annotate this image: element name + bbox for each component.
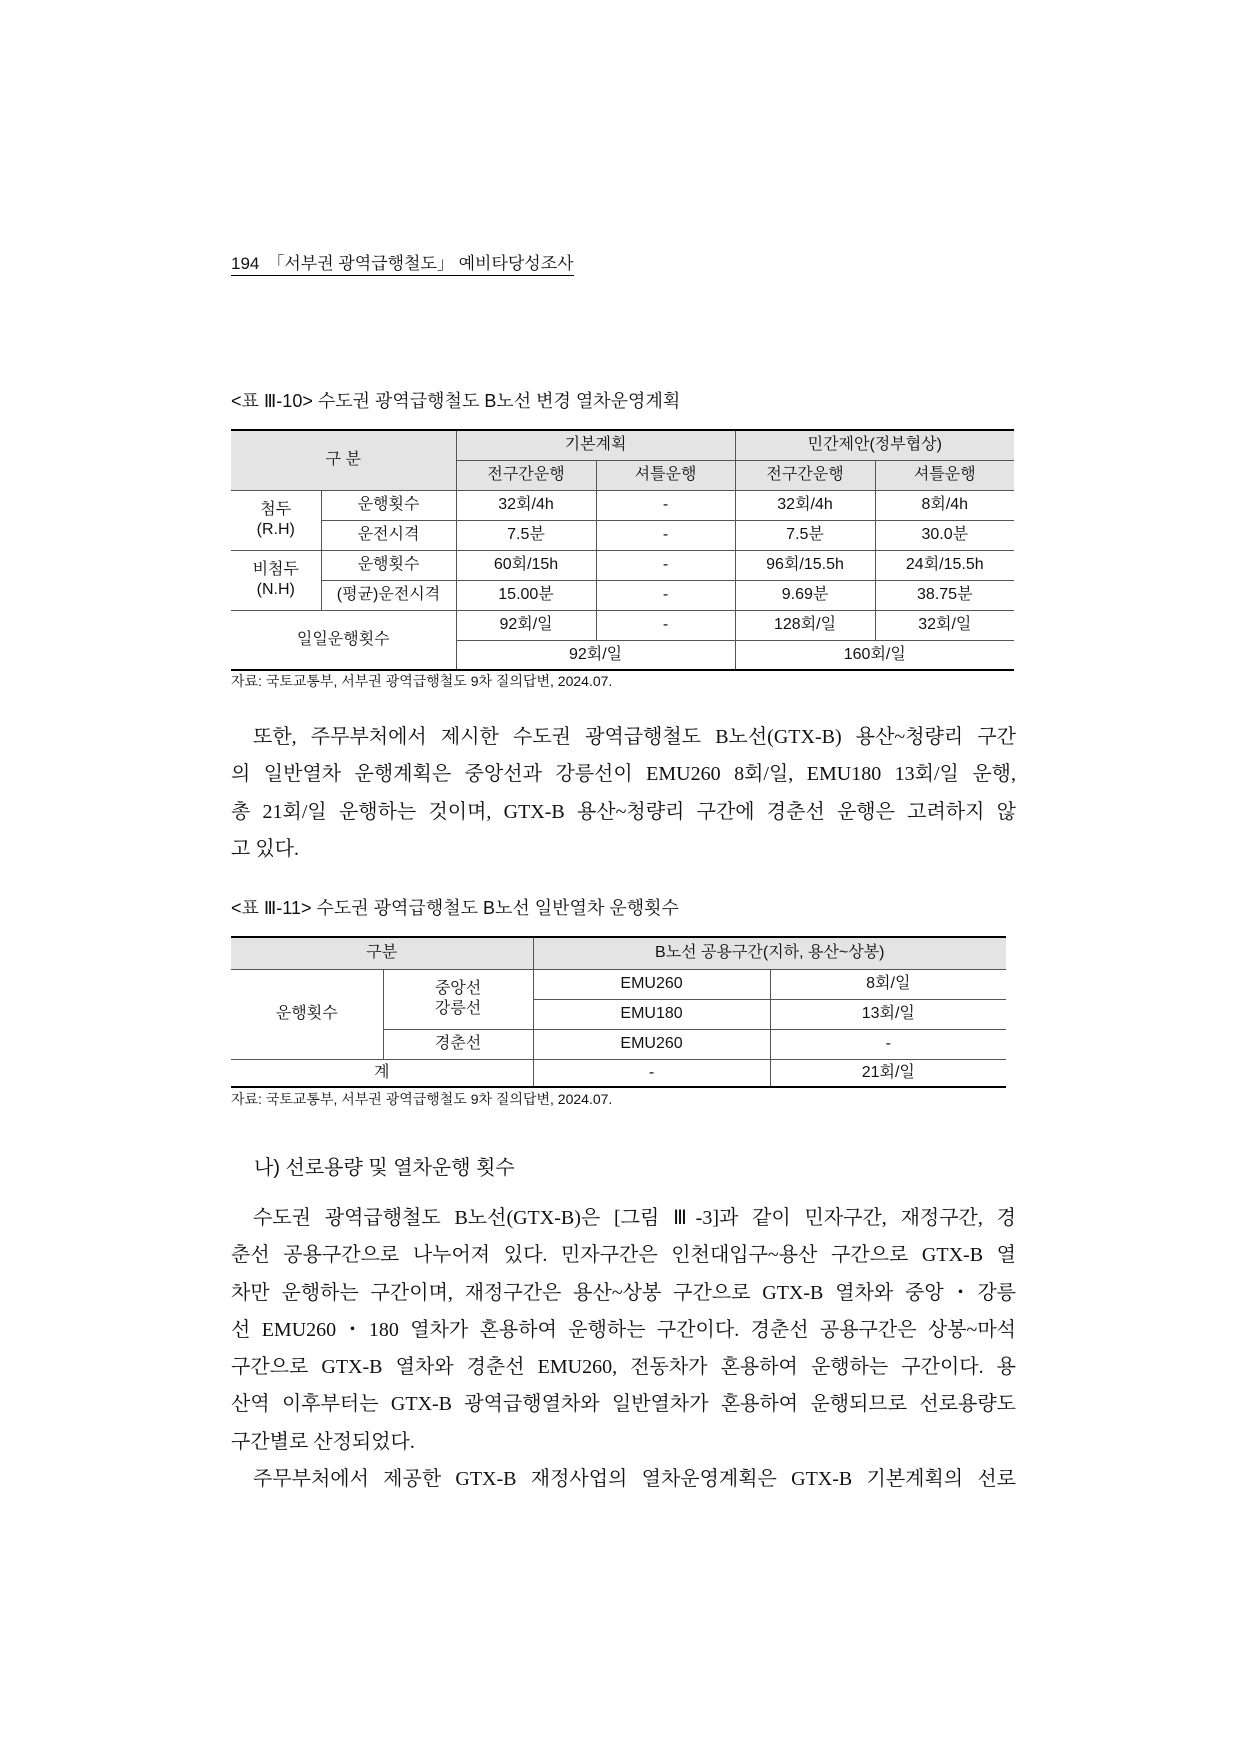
line-name: 강릉선 <box>434 1000 482 1017</box>
subheader-cell: 전구간운행 <box>456 460 596 490</box>
paragraph <box>231 719 1016 868</box>
table-cell: 7.5분 <box>735 520 875 550</box>
table-cell: - <box>596 490 735 520</box>
table2-source: 자료: 국토교통부, 서부권 광역급행철도 9차 질의답변, 2024.07. <box>231 1091 613 1107</box>
peak-label-abbr: (R.H) <box>256 521 295 538</box>
shared-section-header: B노선 공용구간(지하, 용산~상봉) <box>533 937 1006 969</box>
trip-count: 13회/일 <box>770 999 1006 1029</box>
subheader-cell: 셔틀운행 <box>596 460 735 490</box>
table-cell: 8회/4h <box>875 490 1014 520</box>
off-peak-label-abbr: (N.H) <box>256 581 295 598</box>
text-line: 총 21회/일 운행하는 것이며, GTX-B 용산~청량리 구간에 경춘선 운행은 고려하지 않 <box>231 800 1016 823</box>
trip-count: - <box>770 1029 1006 1059</box>
table-cell: - <box>596 520 735 550</box>
table2-caption: <표 Ⅲ-11> 수도권 광역급행철도 B노선 일반열차 운행횟수 <box>231 898 679 918</box>
table-cell: - <box>596 550 735 580</box>
peak-label-text: 첨두 <box>260 501 292 518</box>
table-cell: 96회/15.5h <box>735 550 875 580</box>
report-title: 「서부권 광역급행철도」 예비타당성조사 <box>267 254 574 273</box>
table-cell: 38.75분 <box>875 580 1014 610</box>
category-header: 구분 <box>231 937 533 969</box>
train-type: EMU260 <box>533 1029 770 1059</box>
trip-count: 21회/일 <box>770 1059 1006 1087</box>
subheader-cell: 전구간운행 <box>735 460 875 490</box>
table-row <box>231 520 1014 550</box>
table-cell: 9.69분 <box>735 580 875 610</box>
off-peak-label <box>231 550 321 610</box>
section-heading: 나) 선로용량 및 열차운행 횟수 <box>254 1157 515 1179</box>
text-line: 또한, 주무부처에서 제시한 수도권 광역급행철도 B노선(GTX-B) 용산~청량리 구간 <box>253 726 1016 748</box>
running-header <box>231 254 574 276</box>
row-item: (평균)운전시격 <box>321 580 456 610</box>
line-name: 경춘선 <box>383 1029 533 1059</box>
trips-row-label: 운행횟수 <box>231 969 383 1059</box>
table-cell: 60회/15h <box>456 550 596 580</box>
paragraph <box>231 1200 1016 1461</box>
text-line: 의 일반열차 운행계획은 중앙선과 강릉선이 EMU260 8회/일, EMU180 13회/일 운행, <box>231 763 1016 786</box>
table-header-row <box>231 937 1006 969</box>
table-cell: - <box>596 580 735 610</box>
category-header: 구 분 <box>231 430 456 490</box>
off-peak-label-text: 비첨두 <box>252 561 299 578</box>
paragraph <box>231 1461 1016 1498</box>
total-row <box>231 1059 1006 1087</box>
table-cell: 128회/일 <box>735 610 875 640</box>
text-line: 산역 이후부터는 GTX-B 광역급행열차와 일반열차가 혼용하여 운행되므로 선로용량도 <box>231 1393 1016 1416</box>
row-item: 운행횟수 <box>321 550 456 580</box>
table-cell: 32회/4h <box>456 490 596 520</box>
table-row <box>231 490 1014 520</box>
table1-caption: <표 Ⅲ-10> 수도권 광역급행철도 B노선 변경 열차운영계획 <box>231 391 681 411</box>
shared-lines-cell <box>383 969 533 1029</box>
table-cell: 15.00분 <box>456 580 596 610</box>
text-line: 차만 운행하는 구간이며, 재정구간은 용산~상봉 구간으로 GTX-B 열차와 중앙・강릉 <box>231 1281 1016 1304</box>
daily-trips-label: 일일운행횟수 <box>231 610 456 670</box>
text-line: 춘선 공용구간으로 나누어져 있다. 민자구간은 인천대입구~용산 구간으로 GTX-B 열 <box>231 1244 1016 1267</box>
text-line: 수도권 광역급행철도 B노선(GTX-B)은 [그림 Ⅲ-3]과 같이 민자구간, 재정구간, 경 <box>253 1207 1016 1229</box>
table-cell: 7.5분 <box>456 520 596 550</box>
peak-label <box>231 490 321 550</box>
basic-plan-header: 기본계획 <box>456 430 735 460</box>
private-proposal-header: 민간제안(정부협상) <box>735 430 1014 460</box>
table-header-row <box>231 430 1014 460</box>
total-label: 계 <box>231 1059 533 1087</box>
table1-source: 자료: 국토교통부, 서부권 광역급행철도 9차 질의답변, 2024.07. <box>231 673 613 689</box>
train-type: EMU260 <box>533 969 770 999</box>
text-line: 선 EMU260・180 열차가 혼용하여 운행하는 구간이다. 경춘선 공용구간은 상봉~마석 <box>231 1318 1016 1341</box>
row-item: 운전시격 <box>321 520 456 550</box>
table-cell: 92회/일 <box>456 610 596 640</box>
text-line: 주무부처에서 제공한 GTX-B 재정사업의 열차운영계획은 GTX-B 기본계획의 선로 <box>253 1468 1016 1490</box>
regular-train-trips-table <box>231 936 1006 1088</box>
table-cell: 32회/4h <box>735 490 875 520</box>
text-line: 구간별로 산정되었다. <box>231 1430 415 1453</box>
private-proposal-total: 160회/일 <box>735 640 1014 670</box>
table-row <box>231 580 1014 610</box>
page-number: 194 <box>231 254 260 273</box>
train-type: - <box>533 1059 770 1087</box>
table-row <box>231 610 1014 640</box>
table-cell: 24회/15.5h <box>875 550 1014 580</box>
table-row <box>231 550 1014 580</box>
train-operation-plan-table <box>231 429 1014 671</box>
table-cell: 30.0분 <box>875 520 1014 550</box>
trip-count: 8회/일 <box>770 969 1006 999</box>
line-name: 중앙선 <box>434 980 482 997</box>
subheader-cell: 셔틀운행 <box>875 460 1014 490</box>
table-cell: 32회/일 <box>875 610 1014 640</box>
text-line: 고 있다. <box>231 837 299 860</box>
table-row <box>231 969 1006 999</box>
text-line: 구간으로 GTX-B 열차와 경춘선 EMU260, 전동차가 혼용하여 운행하는 구간이다. 용 <box>231 1356 1016 1379</box>
row-item: 운행횟수 <box>321 490 456 520</box>
table-cell: - <box>596 610 735 640</box>
train-type: EMU180 <box>533 999 770 1029</box>
basic-plan-total: 92회/일 <box>456 640 735 670</box>
